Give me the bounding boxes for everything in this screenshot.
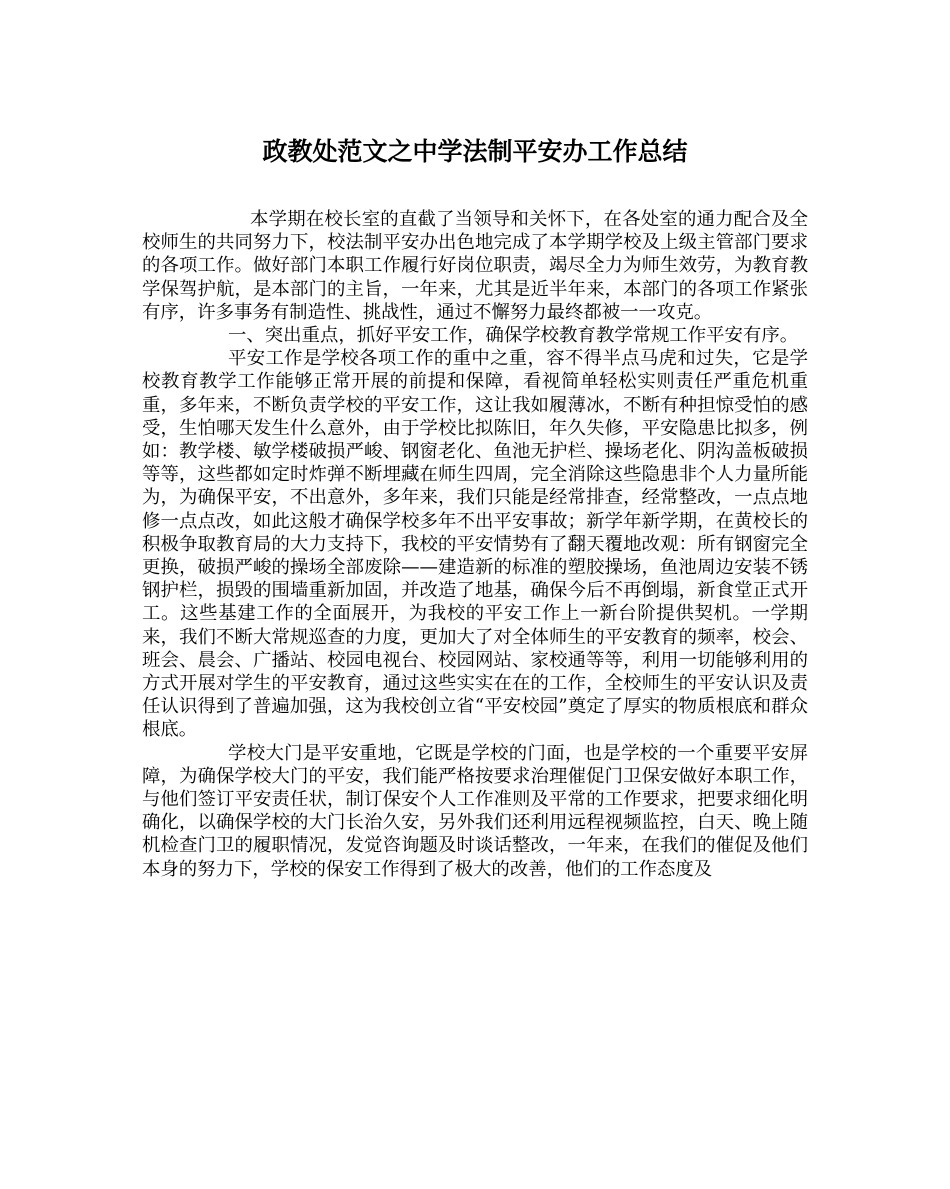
document-title: 政教处范文之中学法制平安办工作总结 bbox=[262, 137, 688, 166]
paragraph-safety-work: 平安工作是学校各项工作的重中之重，容不得半点马虎和过失，它是学校教育教学工作能够正常开展的前提和保障，看视简单轻松实则责任严重危机重重，多年来，不断负责学校的平安工作，这让我如履薄冰，不断有种担惊受怕的感受，生怕哪天发生什么意外，由于学校比拟陈旧，年久失修，平安隐患比拟多，例如：教学楼、敏学楼破损严峻、钢窗老化、鱼池无护栏、操场老化、阴沟盖板破损等等，这些都如定时炸弹不断埋藏在师生四周，完全消除这些隐患非个人力量所能为，为确保平安，不出意外，多年来，我们只能是经常排查，经常整改，一点点地修一点点改，如此这般才确保学校多年不出平安事故；新学年新学期，在黄校长的积极争取教育局的大力支持下，我校的平安情势有了翻天覆地改观：所有钢窗完全更换，破损严峻的操场全部废除——建造新的标准的塑胶操场，鱼池周边安装不锈钢护栏，损毁的围墙重新加固，并改造了地基，确保今后不再倒塌，新食堂正式开工。这些基建工作的全面展开，为我校的平安工作上一新台阶提供契机。一学期来，我们不断大常规巡查的力度，更加大了对全体师生的平安教育的频率，校会、班会、晨会、广播站、校园电视台、校园网站、家校通等等，利用一切能够利用的方式开展对学生的平安教育，通过这些实实在在的工作，全校师生的平安认识及责任认识得到了普遍加强，这为我校创立省“平安校园”奠定了厚实的物质根底和群众根底。 bbox=[142, 348, 808, 741]
section-heading-1: 一、突出重点，抓好平安工作，确保学校教育教学常规工作平安有序。 bbox=[228, 325, 799, 347]
document-body bbox=[142, 208, 808, 881]
paragraph-school-gate: 学校大门是平安重地，它既是学校的门面，也是学校的一个重要平安屏障，为确保学校大门的平安，我们能严格按要求治理催促门卫保安做好本职工作，与他们签订平安责任状，制订保安个人工作准则及平常的工作要求，把要求细化明确化，以确保学校的大门长治久安，另外我们还利用远程视频监控，白天、晚上随机检查门卫的履职情况，发觉咨询题及时谈话整改，一年来，在我们的催促及他们本身的努力下，学校的保安工作得到了极大的改善，他们的工作态度及 bbox=[142, 742, 808, 880]
paragraph-intro: 本学期在校长室的直截了当领导和关怀下，在各处室的通力配合及全校师生的共同努力下，校法制平安办出色地完成了本学期学校及上级主管部门要求的各项工作。做好部门本职工作履行好岗位职责，竭尽全力为师生效劳，为教育教学保驾护航，是本部门的主旨，一年来，尤其是近半年来，本部门的各项工作紧张有序，许多事务有制造性、挑战性，通过不懈努力最终都被一一攻克。 bbox=[142, 209, 808, 323]
